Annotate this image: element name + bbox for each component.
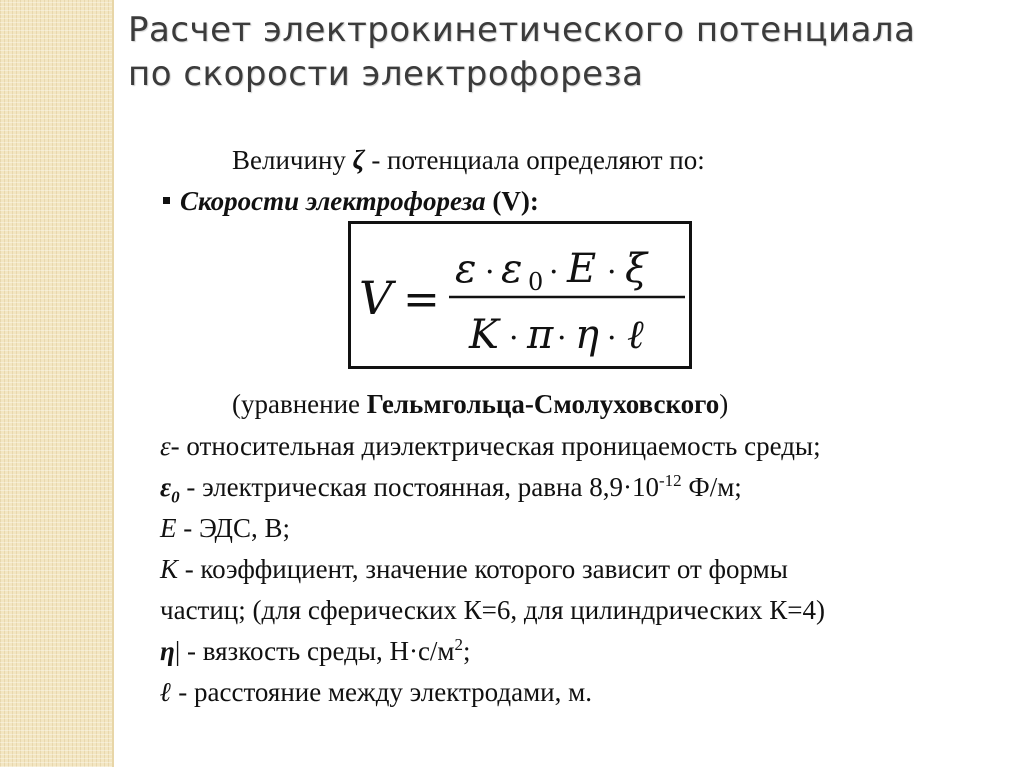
formula-svg: [351, 224, 689, 366]
title-line-1: Расчет электрокинетического потенциала: [128, 10, 916, 50]
definition-epsilon0: [160, 471, 742, 507]
bullet-marker: [163, 197, 170, 204]
num-sub-0: 0: [528, 268, 544, 296]
den-pi: π: [527, 312, 554, 358]
intro-suffix: - потенциала определяют по:: [364, 145, 705, 175]
den-dot-1: ·: [509, 321, 519, 356]
equation-open: (уравнение: [232, 389, 367, 419]
def-eps0-text-a: - электрическая постоянная, равна 8,9·10: [179, 472, 659, 502]
def-eps-symbol: ε: [160, 431, 171, 461]
num-epsilon0: ε: [501, 246, 523, 292]
def-eta-symbol: η: [160, 636, 175, 666]
def-eta-text-b: ;: [463, 636, 471, 666]
formula-numerator: [455, 246, 649, 299]
den-dot-2: ·: [557, 321, 567, 356]
definition-epsilon: [160, 430, 821, 462]
equation-name: [232, 388, 728, 420]
def-eps0-symbol: ε: [160, 472, 172, 502]
title-line-2: по скорости электрофореза: [128, 54, 644, 94]
num-dot-1: ·: [485, 255, 495, 290]
definition-K: [160, 553, 788, 585]
bullet-item: [163, 185, 539, 217]
def-eta-exponent: 2: [454, 635, 464, 654]
definition-K-continued: [160, 594, 825, 626]
equation-author: Гельмгольца-Смолуховского: [366, 389, 720, 419]
def-eta-text-a: | - вязкость среды, Н·с/м: [174, 636, 455, 666]
def-K-text: - коэффициент, значение которого зависит от формы: [177, 554, 788, 584]
def-eps0-sub: 0: [171, 487, 180, 507]
intro-prefix: Величину: [232, 145, 353, 175]
den-dot-3: ·: [607, 321, 617, 356]
def-eps-text: - относительная диэлектрическая проницаемость среды;: [170, 431, 821, 461]
num-epsilon: ε: [455, 246, 477, 292]
equation-close: ): [719, 389, 729, 419]
intro-text: [232, 144, 705, 176]
num-dot-3: ·: [607, 255, 617, 290]
def-K2-text: частиц; (для сферических К=6, для цилиндрических К=4): [160, 595, 825, 625]
definition-ell: [160, 676, 592, 708]
bullet-tail-text: (V):: [485, 186, 539, 216]
def-E-text: - ЭДС, В;: [176, 513, 290, 543]
def-eps0-exponent: -12: [658, 471, 682, 490]
num-xi: ξ: [625, 246, 648, 292]
def-K-symbol: К: [160, 554, 178, 584]
den-eta: η: [575, 312, 599, 358]
den-ell: ℓ: [627, 312, 644, 358]
den-K: K: [469, 312, 499, 358]
formula-denominator: [468, 312, 644, 358]
definition-E: [160, 512, 290, 544]
formula-lhs: V: [359, 271, 393, 325]
num-dot-2: ·: [549, 255, 559, 290]
bullet-italic-text: Скорости электрофореза: [180, 186, 486, 216]
num-E: E: [567, 246, 597, 292]
def-E-symbol: E: [160, 513, 177, 543]
def-ell-text: - расстояние между электродами, м.: [171, 677, 592, 707]
zeta-symbol: ζ: [352, 145, 365, 175]
def-ell-symbol: ℓ: [160, 677, 172, 707]
definition-eta: [160, 635, 471, 667]
def-eps0-text-b: Ф/м;: [681, 472, 742, 502]
formula-equals: =: [403, 274, 440, 325]
formula-box: [348, 221, 692, 369]
